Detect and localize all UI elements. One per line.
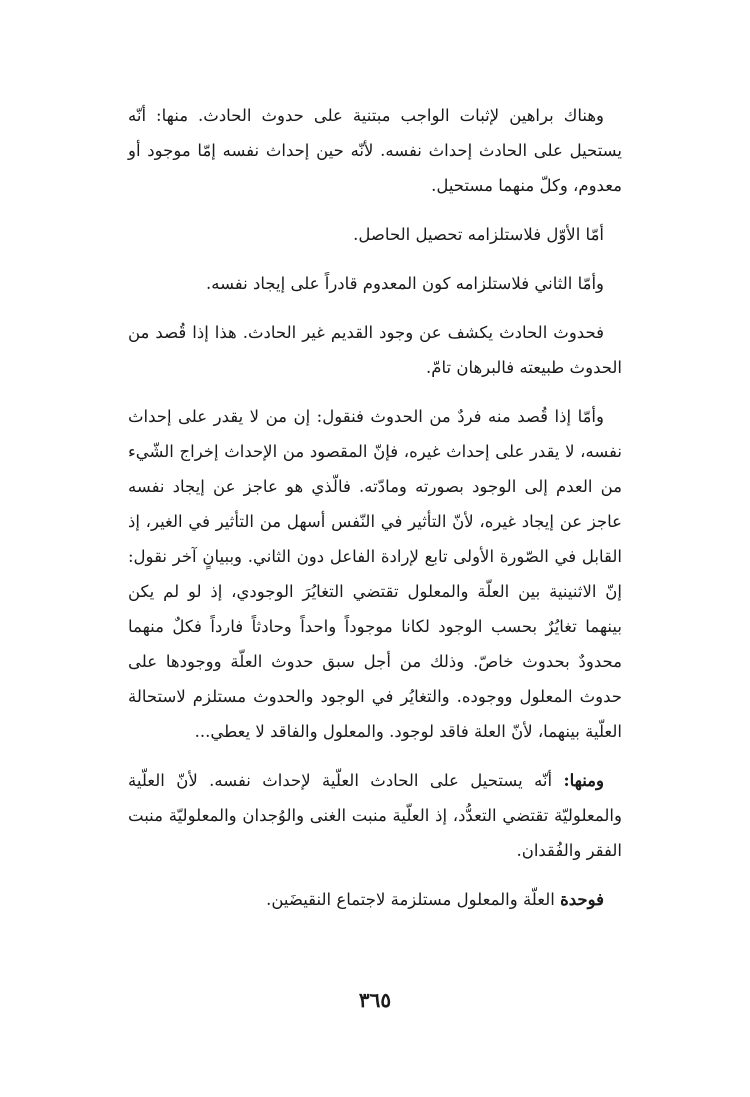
paragraph-5 bbox=[128, 399, 622, 749]
paragraph-1 bbox=[128, 98, 622, 203]
paragraph-7-text: العلّة والمعلول مستلزمة لاجتماع النقيضَين. bbox=[266, 890, 561, 909]
paragraph-6 bbox=[128, 763, 622, 868]
paragraph-7 bbox=[128, 882, 622, 917]
paragraph-1-text: وهناك براهين لإثبات الواجب مبتنية على حدوث الحادث. منها: أنّه يستحيل على الحادث إحداث نفسه. لأنّه حين إحداث نفسه إمّا موجود أو معدوم، وكلّ منهما مستحيل. bbox=[128, 106, 622, 195]
paragraph-4 bbox=[128, 315, 622, 385]
paragraph-3 bbox=[128, 266, 622, 301]
paragraph-7-lead: فوحدة bbox=[560, 890, 604, 909]
paragraph-5-text: وأمّا إذا قُصد منه فردٌ من الحدوث فنقول: إن من لا يقدر على إحداث نفسه، لا يقدر على إحداث غيره، فإنّ المقصود من الإحداث إخراج الشّيء من العدم إلى الوجود بصورته ومادّته. فالّذي هو عاجز عن إيجاد نفسه عاجز عن إيجاد غيره، لأنّ التأثير في النّفس أسهل من التأثير في الغير، إذ القابل في الصّورة الأولى تابع لإرادة الفاعل دون الثاني. وببيانٍ آخر نقول: إنّ الاثنينية بين العلّة والمعلول تقتضي التغايُرَ الوجودي، إذ لو لم يكن بينهما تغايُرٌ بحسب الوجود لكانا موجوداً واحداً وحادثاً فارداً فكلٌ منهما محدودٌ بحدوث خاصّ. وذلك من أجل سبق حدوث العلّة ووجودها على حدوث المعلول ووجوده. والتغايُر في الوجود والحدوث مستلزم لاستحالة العلّية بينهما، لأنّ العلة فاقد لوجود. والمعلول والفاقد لا يعطي... bbox=[128, 407, 622, 741]
paragraph-6-text: أنّه يستحيل على الحادث العلّية لإحداث نفسه. لأنّ العلّية والمعلوليّة تقتضي التعدُّد، إذ العلّية منبت الغنى والوُجدان والمعلوليّة منبت الفقر والفُقدان. bbox=[128, 771, 622, 860]
paragraph-3-text: وأمّا الثاني فلاستلزامه كون المعدوم قادراً على إيجاد نفسه. bbox=[206, 274, 604, 293]
paragraph-2-text: أمّا الأوّل فلاستلزامه تحصيل الحاصل. bbox=[353, 225, 604, 244]
paragraph-4-text: فحدوث الحادث يكشف عن وجود القديم غير الحادث. هذا إذا قُصد من الحدوث طبيعته فالبرهان تامّ. bbox=[128, 323, 622, 377]
paragraph-6-lead: ومنها: bbox=[563, 771, 604, 790]
page-body bbox=[128, 98, 622, 931]
page-number: ٣٦٥ bbox=[358, 988, 392, 1012]
paragraph-2 bbox=[128, 217, 622, 252]
